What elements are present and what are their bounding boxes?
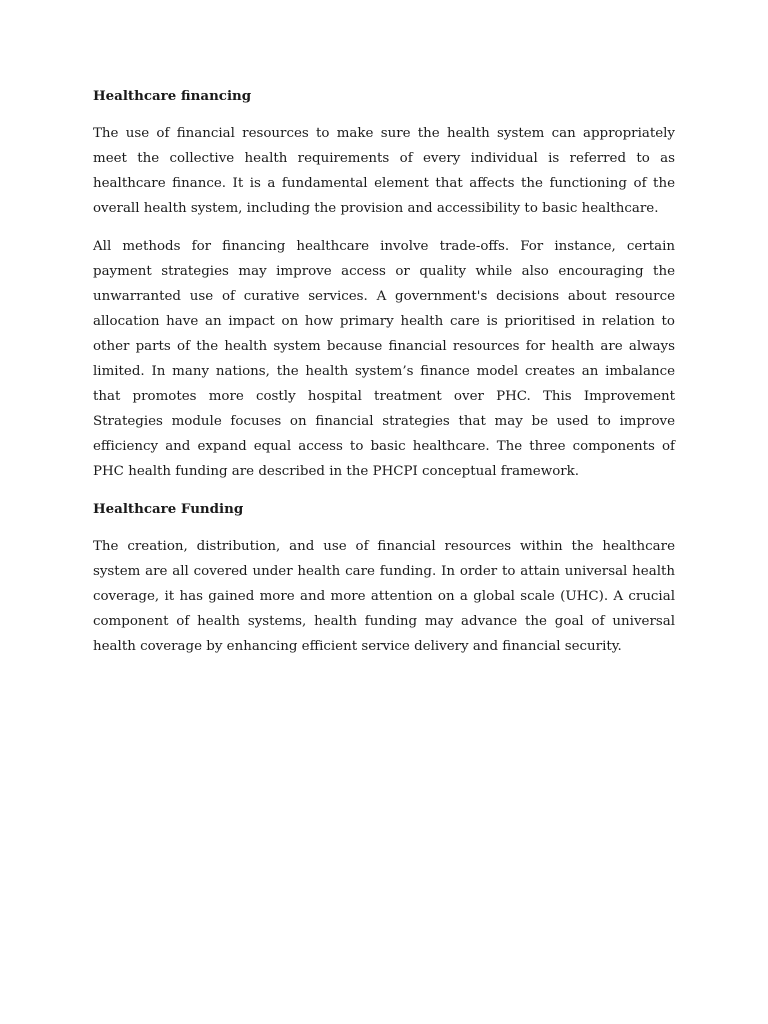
section-heading-healthcare-financing: Healthcare financing — [93, 88, 252, 104]
paragraph-healthcare-finance-definition: The use of financial resources to make sure the health system can appropriately meet the collective health requirements of every individual is referred to as healthcare finance. It is a fundamental element that affects the functioning of the overall health system, including the provision and accessibility to basic healthcare. — [93, 126, 675, 216]
paragraph-healthcare-funding: The creation, distribution, and use of financial resources within the healthcare system are all covered under health care funding. In order to attain universal health coverage, it has gained more and more attention on a global scale (UHC). A crucial component of health systems, health funding may advance the goal of universal health coverage by enhancing efficient service delivery and financial security. — [93, 539, 675, 654]
document-page — [93, 84, 675, 659]
section-heading-healthcare-funding: Healthcare Funding — [93, 501, 244, 517]
paragraph-financing-trade-offs: All methods for financing healthcare involve trade-offs. For instance, certain payment strategies may improve access or quality while also encouraging the unwarranted use of curative services. A government's decisions about resource allocation have an impact on how primary health care is prioritised in relation to other parts of the health system because financial resources for health are always limited. In many nations, the health system’s finance model creates an imbalance that promotes more costly hospital treatment over PHC. This Improvement Strategies module focuses on financial strategies that may be used to improve efficiency and expand equal access to basic healthcare. The three components of PHC health funding are described in the PHCPI conceptual framework. — [93, 239, 675, 479]
